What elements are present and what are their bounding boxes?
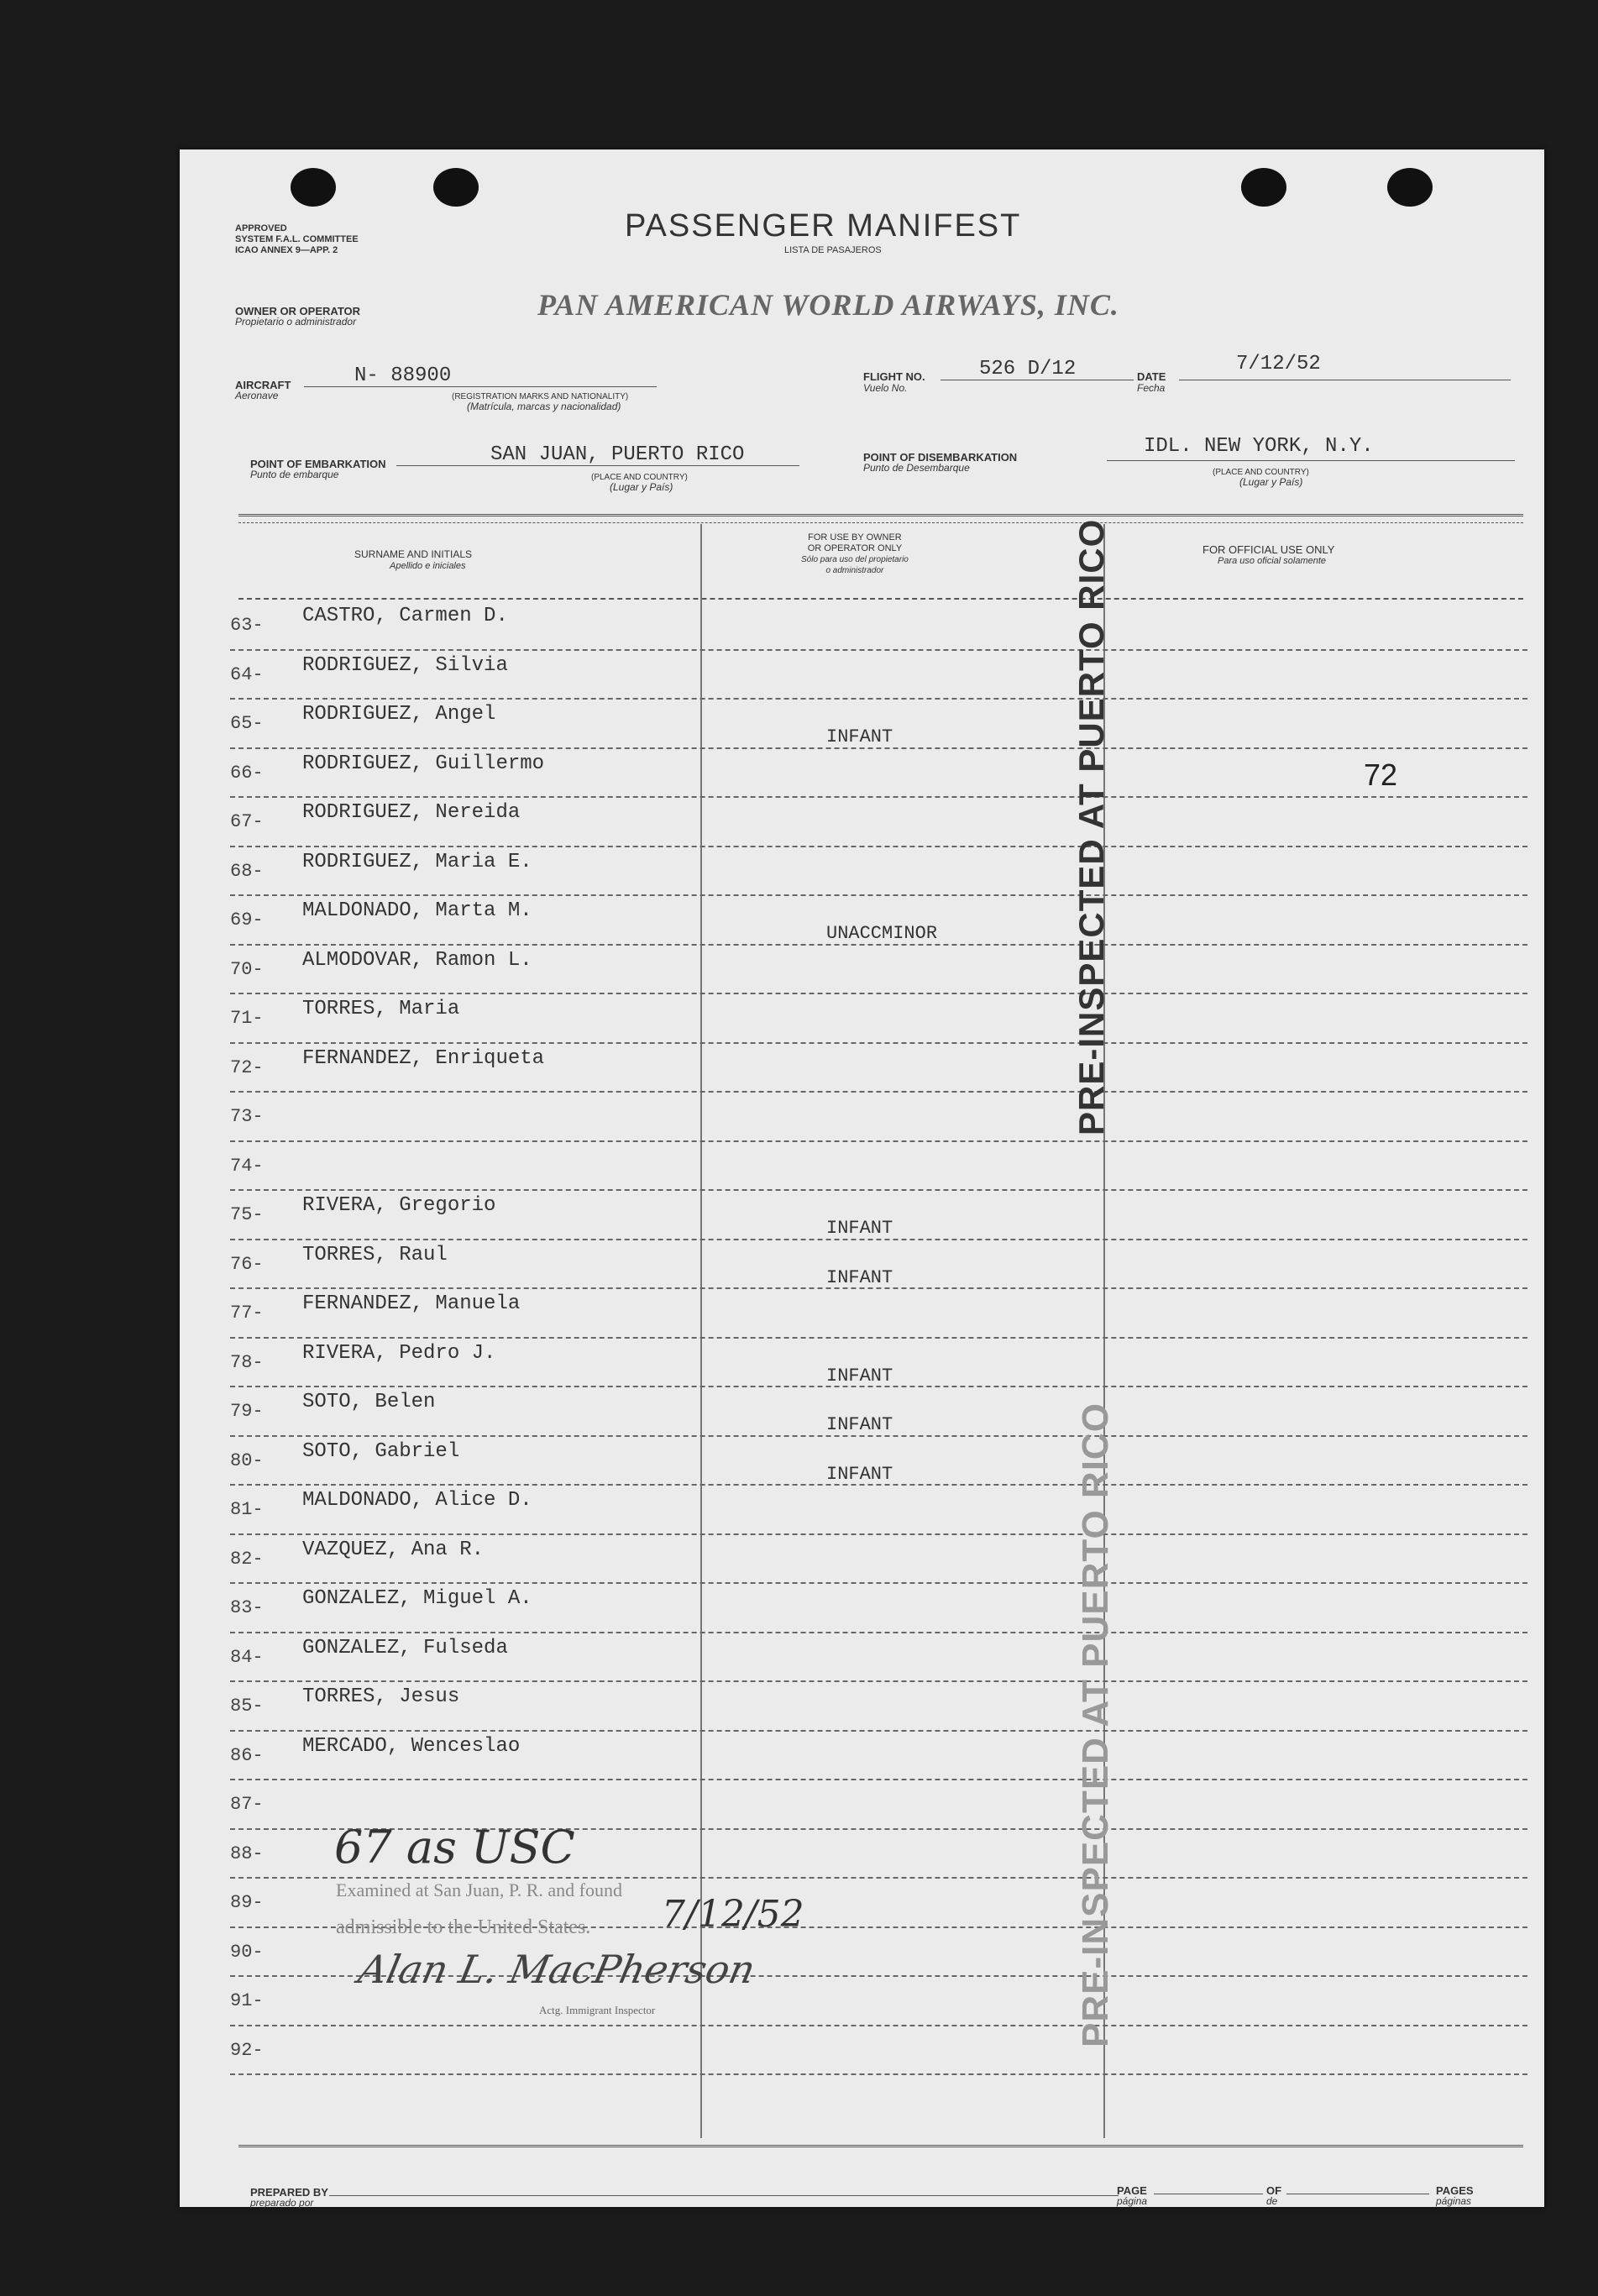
examined-line-1: Examined at San Juan, P. R. and found	[336, 1879, 622, 1900]
table-top-rule	[238, 522, 1523, 523]
approval-line: SYSTEM F.A.L. COMMITTEE	[235, 234, 359, 244]
of-label: OF	[1266, 2184, 1282, 2197]
table-row	[230, 1680, 1527, 1732]
passenger-name: RODRIGUEZ, Nereida	[302, 801, 521, 824]
table-row	[230, 747, 1527, 799]
disembark-place-label: (PLACE AND COUNTRY)	[1213, 468, 1309, 477]
row-number: 90-	[230, 1941, 264, 1963]
row-number: 68-	[230, 860, 264, 882]
passenger-name: SOTO, Gabriel	[302, 1439, 460, 1463]
col-owner-header-es: o administrador	[825, 566, 884, 575]
table-row	[230, 1582, 1527, 1633]
pages-label-es: páginas	[1436, 2195, 1472, 2207]
prepared-label: PREPARED BY	[250, 2186, 328, 2199]
row-number: 91-	[230, 1990, 264, 2011]
table-row	[230, 993, 1527, 1044]
approval-line: ICAO ANNEX 9—APP. 2	[235, 245, 338, 255]
row-number: 82-	[230, 1548, 264, 1570]
passenger-name: RIVERA, Gregorio	[302, 1194, 496, 1217]
passenger-name: MALDONADO, Alice D.	[302, 1489, 532, 1512]
table-row	[230, 1091, 1527, 1142]
table-row	[230, 1484, 1527, 1535]
table-row	[230, 698, 1527, 749]
embark-place-label: (PLACE AND COUNTRY)	[591, 473, 688, 482]
owner-label: OWNER OR OPERATOR	[235, 305, 361, 317]
passenger-name: RIVERA, Pedro J.	[302, 1341, 496, 1365]
table-row	[230, 2025, 1527, 2076]
table-row	[230, 1632, 1527, 1683]
owner-note: INFANT	[826, 1365, 893, 1387]
col-owner-header-line: FOR USE BY OWNER	[808, 532, 902, 543]
col-official-header-es: Para uso oficial solamente	[1218, 556, 1327, 566]
row-number: 67-	[230, 811, 264, 832]
row-number: 77-	[230, 1303, 264, 1324]
disembark-value: IDL. NEW YORK, N.Y.	[1144, 435, 1374, 458]
page-title: PASSENGER MANIFEST	[625, 208, 1022, 244]
official-note: 72	[1364, 757, 1398, 792]
punch-hole	[291, 168, 336, 207]
owner-note: INFANT	[826, 1463, 893, 1485]
row-number: 85-	[230, 1696, 264, 1717]
owner-note: UNACCMINOR	[826, 923, 938, 944]
owner-note: INFANT	[826, 1266, 893, 1288]
table-row	[230, 1189, 1527, 1240]
table-row	[230, 1386, 1527, 1437]
page-label-es: página	[1117, 2195, 1148, 2207]
passenger-name: MALDONADO, Marta M.	[302, 899, 532, 922]
table-row	[230, 796, 1527, 847]
passenger-name: RODRIGUEZ, Silvia	[302, 653, 508, 677]
flight-label: FLIGHT NO.	[863, 370, 925, 383]
row-number: 63-	[230, 615, 264, 636]
punch-hole	[1387, 168, 1433, 207]
date-label: DATE	[1137, 370, 1166, 383]
flight-label-es: Vuelo No.	[863, 382, 908, 394]
col-surname-header: SURNAME AND INITIALS	[354, 548, 473, 560]
row-number: 81-	[230, 1499, 264, 1520]
owner-note: INFANT	[826, 1414, 893, 1435]
registration-label-es: (Matrícula, marcas y nacionalidad)	[467, 401, 621, 412]
punch-hole	[433, 168, 479, 207]
passenger-name: TORRES, Jesus	[302, 1685, 460, 1708]
row-number: 74-	[230, 1155, 264, 1177]
table-row	[230, 1042, 1527, 1093]
row-number: 71-	[230, 1008, 264, 1029]
preinspected-stamp-faint: PRE-INSPECTED AT PUERTO RICO	[1075, 1402, 1116, 2047]
row-number: 64-	[230, 663, 264, 685]
passenger-name: GONZALEZ, Miguel A.	[302, 1587, 532, 1610]
table-row	[230, 894, 1527, 946]
row-number: 69-	[230, 909, 264, 930]
row-number: 87-	[230, 1794, 264, 1815]
row-number: 84-	[230, 1646, 264, 1668]
passenger-name: FERNANDEZ, Manuela	[302, 1292, 521, 1315]
embark-place-label-es: (Lugar y País)	[610, 481, 673, 493]
approval-line: APPROVED	[235, 223, 287, 233]
row-number: 70-	[230, 958, 264, 980]
row-number: 88-	[230, 1843, 264, 1864]
passenger-name: CASTRO, Carmen D.	[302, 605, 508, 627]
row-number: 66-	[230, 762, 264, 784]
date-value: 7/12/52	[1236, 353, 1321, 375]
table-row	[230, 600, 1527, 651]
approval-block	[235, 223, 359, 256]
disembark-label: POINT OF DISEMBARKATION	[863, 451, 1018, 464]
row-number: 75-	[230, 1204, 264, 1225]
passenger-name: VAZQUEZ, Ana R.	[302, 1538, 485, 1561]
manifest-sheet	[180, 149, 1544, 2207]
row-number: 83-	[230, 1597, 264, 1618]
pages-label: PAGES	[1436, 2184, 1474, 2197]
passenger-name: MERCADO, Wenceslao	[302, 1734, 521, 1758]
disembark-place-label-es: (Lugar y País)	[1239, 476, 1303, 488]
owner-note: INFANT	[826, 1218, 893, 1239]
col-official-header: FOR OFFICIAL USE ONLY	[1202, 543, 1335, 556]
disembark-underline	[1107, 460, 1515, 461]
flight-value: 526 D/12	[979, 358, 1077, 380]
owner-label-es: Propietario o administrador	[235, 316, 357, 328]
passenger-name: GONZALEZ, Fulseda	[302, 1636, 508, 1659]
row-number: 72-	[230, 1056, 264, 1078]
table-top-rule	[238, 514, 1523, 516]
examined-line-2: admissible to the United States.	[336, 1916, 591, 1938]
row-number: 65-	[230, 713, 264, 734]
page-label: PAGE	[1117, 2184, 1147, 2197]
aircraft-value: N- 88900	[354, 364, 452, 387]
row-number: 92-	[230, 2039, 264, 2061]
passenger-name: TORRES, Raul	[302, 1243, 448, 1266]
passenger-name: SOTO, Belen	[302, 1391, 436, 1413]
table-row	[230, 846, 1527, 897]
row-number: 79-	[230, 1401, 264, 1422]
page-subtitle: LISTA DE PASAJEROS	[784, 245, 882, 255]
row-number: 80-	[230, 1449, 264, 1471]
inspector-title: Actg. Immigrant Inspector	[539, 2004, 656, 2016]
handwritten-date: 7/12/52	[662, 1893, 804, 1936]
embark-label: POINT OF EMBARKATION	[250, 458, 386, 470]
disembark-label-es: Punto de Desembarque	[863, 462, 970, 474]
embark-label-es: Punto de embarque	[250, 469, 339, 480]
of-label-es: de	[1266, 2195, 1278, 2207]
prepared-label-es: preparado por	[250, 2197, 314, 2209]
col-surname-header-es: Apellido e iniciales	[390, 561, 466, 571]
aircraft-label-es: Aeronave	[235, 390, 279, 401]
table-row	[230, 1287, 1527, 1339]
inspector-signature: Alan L. MacPherson	[354, 1947, 760, 1992]
row-number: 89-	[230, 1892, 264, 1913]
row-number: 76-	[230, 1253, 264, 1275]
passenger-name: RODRIGUEZ, Angel	[302, 703, 496, 726]
table-row	[230, 1730, 1527, 1781]
table-row	[230, 1337, 1527, 1388]
prepared-underline	[329, 2195, 1119, 2196]
registration-label: (REGISTRATION MARKS AND NATIONALITY)	[452, 392, 629, 401]
handwritten-count: 67 as USC	[334, 1821, 575, 1874]
passenger-name: ALMODOVAR, Ramon L.	[302, 948, 532, 972]
passenger-name: TORRES, Maria	[302, 998, 460, 1020]
preinspected-stamp: PRE-INSPECTED AT PUERTO RICO	[1071, 518, 1111, 1135]
punch-hole	[1241, 168, 1286, 207]
row-number: 86-	[230, 1744, 264, 1766]
col-owner-header-es: Sólo para uso del propietario	[801, 555, 909, 564]
table-row	[230, 649, 1527, 700]
embark-value: SAN JUAN, PUERTO RICO	[490, 443, 745, 466]
passenger-name: FERNANDEZ, Enriqueta	[302, 1046, 545, 1070]
table-bottom-rule	[238, 2145, 1523, 2147]
col-owner-header-line: OR OPERATOR ONLY	[807, 543, 903, 553]
aircraft-label: AIRCRAFT	[235, 379, 291, 391]
owner-value: PAN AMERICAN WORLD AIRWAYS, INC.	[537, 288, 1119, 322]
row-number: 78-	[230, 1351, 264, 1373]
table-row	[230, 944, 1527, 995]
owner-note: INFANT	[826, 726, 893, 747]
table-row	[230, 1435, 1527, 1486]
row-number: 73-	[230, 1106, 264, 1127]
table-row	[230, 1140, 1527, 1192]
passenger-name: RODRIGUEZ, Maria E.	[302, 850, 532, 873]
date-label-es: Fecha	[1137, 382, 1166, 394]
col-owner-header	[801, 532, 909, 576]
table-row	[230, 1239, 1527, 1290]
passenger-name: RODRIGUEZ, Guillermo	[302, 752, 545, 775]
table-row	[230, 1533, 1527, 1585]
